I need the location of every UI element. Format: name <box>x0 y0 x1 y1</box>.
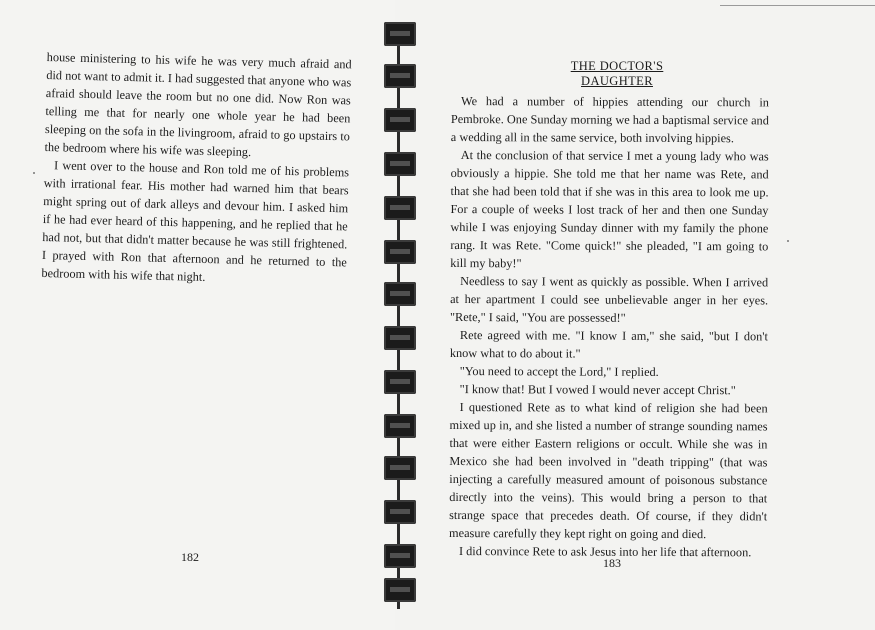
binding-coil <box>384 456 416 480</box>
binding-coil <box>384 22 416 46</box>
paragraph: "You need to accept the Lord," I replied. <box>459 364 659 379</box>
binding-coil <box>384 414 416 438</box>
paragraph: "I know that! But I vowed I would never accept Christ." <box>459 382 736 398</box>
left-page <box>0 0 395 630</box>
binding-coil <box>384 326 416 350</box>
binding-coil <box>384 64 416 88</box>
binding-coil <box>384 578 416 602</box>
page-number-right: 183 <box>603 556 621 570</box>
paper-speck <box>787 240 789 242</box>
binding-coil <box>384 500 416 524</box>
paragraph: Needless to say I went as quickly as possible. When I arrived at her apartment I could see unbelievable anger in her eyes. "Rete," I said, "You are possessed!" <box>449 274 769 325</box>
paragraph: house ministering to his wife he was very much afraid and did not want to admit it. I had suggested that anyone who was afraid should leave the room but no one did. Now Ron was telling me that for nearly one whole year he had been sleeping on the sofa in the livingroom, afraid to go upstairs to the bedroom where his wife was sleeping. <box>44 49 352 160</box>
binding-coil <box>384 108 416 132</box>
paragraph: I went over to the house and Ron told me of his problems with irrational fear. His mother had warned him that bears might spring out of dark alleys and devour him. I asked him if he had ever heard of this happening, and he replied that he had not, but that didn't matter because he was still frightened. I prayed with Ron that afternoon and he returned to the bedroom with his wife that night. <box>41 158 350 284</box>
binding-coil <box>384 196 416 220</box>
binding-coil <box>384 282 416 306</box>
left-page-body <box>41 48 352 289</box>
paragraph: I did convince Rete to ask Jesus into her life that afternoon. <box>458 544 752 560</box>
chapter-title: THE DOCTOR'S DAUGHTER <box>570 59 664 88</box>
binding-coil <box>384 152 416 176</box>
page-number-left: 182 <box>181 550 199 564</box>
binding-coil <box>384 240 416 264</box>
paragraph: I questioned Rete as to what kind of religion she had been mixed up in, and she listed a number of strange sounding names that were either Eastern religions or occult. While she was in Mexico she had been involved in "death tripping" (that was injecting a carefully measured amount of poisonous substance directly into the veins). This would bring a person to that strange space that precedes death. Of course, if they didn't measure carefully they kept right on going and died. <box>449 400 768 542</box>
paragraph: Rete agreed with me. "I know I am," she said, "but I don't know what to do about it." <box>449 328 768 361</box>
paragraph: At the conclusion of that service I met a young lady who was obviously a hippie. She told me that her name was Rete, and that she had been told that if she was in this area to look me up. For a couple of weeks I lost track of her and then one Sunday while I was enjoying Sunday dinner with my family the phone rang. It was Rete. "Come quick!" she pleaded, "I am going to kill my baby!" <box>450 148 769 271</box>
paragraph: We had a number of hippies attending our church in Pembroke. One Sunday morning we had a baptismal service and a wedding all in the same service, both involving hippies. <box>450 94 769 146</box>
right-page-body <box>449 92 769 561</box>
binding-coil <box>384 544 416 568</box>
binding-coil <box>384 370 416 394</box>
page-edge-line <box>720 5 875 6</box>
paper-speck <box>33 172 35 174</box>
